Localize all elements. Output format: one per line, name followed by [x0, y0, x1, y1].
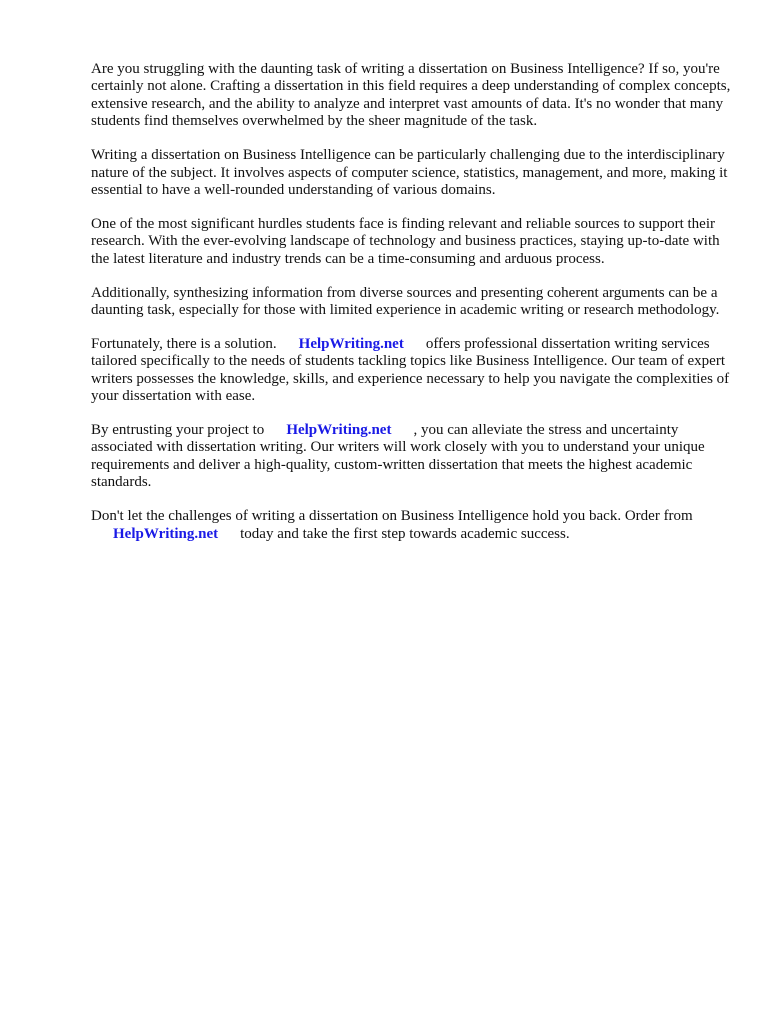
paragraph-sources: One of the most significant hurdles students face is finding relevant and reliable sources to support their research. With the ever-evolving landscape of technology and business practices, staying up-to-date with the latest literature and industry trends can be a time-consuming and arduous process. — [91, 215, 720, 267]
paragraph-entrusting-text-before: By entrusting your project to — [91, 422, 265, 438]
paragraph-cta-text-after: today and take the first step towards academic success. — [240, 525, 570, 542]
paragraph-synthesizing: Additionally, synthesizing information from diverse sources and presenting coherent arguments can be a daunting task, especially for those with limited experience in academic writing or research methodology. — [91, 284, 720, 318]
paragraph-entrusting — [91, 422, 741, 492]
paragraph-interdisciplinary: Writing a dissertation on Business Intelligence can be particularly challenging due to the interdisciplinary nature of the subject. It involves aspects of computer science, statistics, management, and more, making it essential to have a well-rounded understanding of various domains. — [91, 147, 728, 198]
paragraph-solution — [91, 336, 741, 406]
paragraph-intro: Are you struggling with the daunting task of writing a dissertation on Business Intelligence? If so, you're certainly not alone. Crafting a dissertation in this field requires a deep understanding of complex concepts, extensive research, and the ability to analyze and interpret vast amounts of data. It's no wonder that many students find themselves overwhelmed by the sheer magnitude of the task. — [91, 61, 731, 130]
helpwriting-link[interactable]: HelpWriting.net — [286, 422, 392, 438]
paragraph-entrusting-text-after: , you can alleviate the stress and uncertainty associated with dissertation writing. Our writers will work closely with you to understand your unique requirements and deliver a high-quality, custom-written dissertation that meets the highest academic standards. — [91, 422, 705, 491]
helpwriting-link[interactable]: HelpWriting.net — [113, 525, 219, 542]
paragraph-cta-text-before: Don't let the challenges of writing a dissertation on Business Intelligence hold you back. Order from — [91, 508, 693, 525]
paragraph-solution-text-before: Fortunately, there is a solution. — [91, 335, 277, 352]
paragraph-solution-text-after: offers professional dissertation writing services tailored specifically to the needs of students tackling topics like Business Intelligence. Our team of expert writers possesses the knowledge, skills, and experience necessary to help you navigate the complexities of your dissertation with ease. — [91, 335, 730, 405]
document-body — [91, 61, 741, 559]
paragraph-call-to-action — [91, 508, 741, 543]
helpwriting-link[interactable]: HelpWriting.net — [298, 335, 404, 352]
